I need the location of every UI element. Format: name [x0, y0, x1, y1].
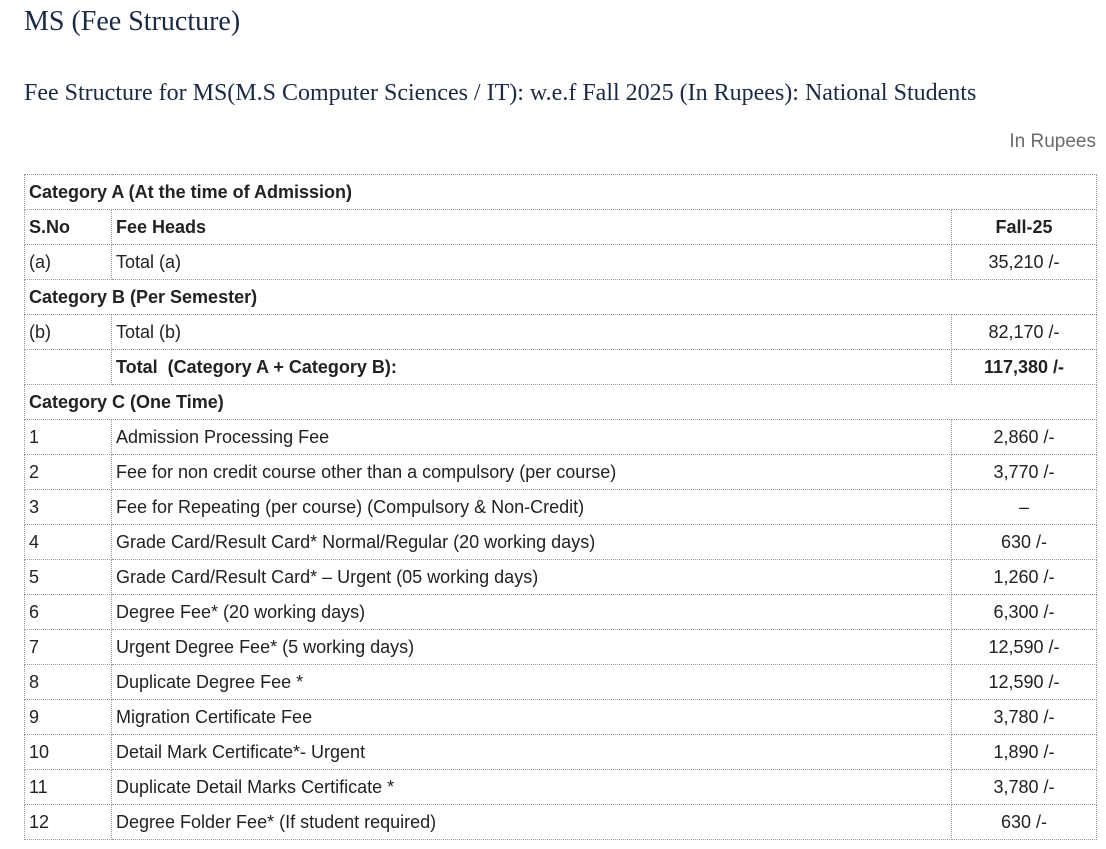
row-sno: 11	[25, 770, 112, 805]
row-amount: 6,300 /-	[952, 595, 1097, 630]
category-b-row	[25, 280, 1097, 315]
row-fee-head: Duplicate Detail Marks Certificate *	[112, 770, 952, 805]
row-sno: 2	[25, 455, 112, 490]
row-sno: 7	[25, 630, 112, 665]
row-sno: 4	[25, 525, 112, 560]
header-sno: S.No	[25, 210, 112, 245]
row-sno: 5	[25, 560, 112, 595]
row-sno: 9	[25, 700, 112, 735]
row-amount: 3,770 /-	[952, 455, 1097, 490]
row-fee-head: Detail Mark Certificate*- Urgent	[112, 735, 952, 770]
row-amount: –	[952, 490, 1097, 525]
table-row	[25, 735, 1097, 770]
row-fee-head: Grade Card/Result Card* Normal/Regular (20 working days)	[112, 525, 952, 560]
grand-total-row	[25, 350, 1097, 385]
row-amount: 12,590 /-	[952, 665, 1097, 700]
row-amount: 2,860 /-	[952, 420, 1097, 455]
total-b-row	[25, 315, 1097, 350]
category-b-label: Category B (Per Semester)	[25, 280, 1097, 315]
header-fall-25: Fall-25	[952, 210, 1097, 245]
row-fee-head: Grade Card/Result Card* – Urgent (05 working days)	[112, 560, 952, 595]
total-a-row	[25, 245, 1097, 280]
row-sno: 12	[25, 805, 112, 840]
category-a-label: Category A (At the time of Admission)	[25, 175, 1097, 210]
row-fee-head: Degree Folder Fee* (If student required)	[112, 805, 952, 840]
table-row	[25, 805, 1097, 840]
row-fee-head: Degree Fee* (20 working days)	[112, 595, 952, 630]
row-fee-head: Fee for non credit course other than a compulsory (per course)	[112, 455, 952, 490]
row-amount: 630 /-	[952, 525, 1097, 560]
table-row	[25, 595, 1097, 630]
row-sno: 1	[25, 420, 112, 455]
currency-unit-note: In Rupees	[1009, 131, 1096, 152]
row-amount: 12,590 /-	[952, 630, 1097, 665]
row-sno: 3	[25, 490, 112, 525]
row-sno: 8	[25, 665, 112, 700]
row-amount: 1,890 /-	[952, 735, 1097, 770]
table-row	[25, 630, 1097, 665]
grand-total-label: Total (Category A + Category B):	[112, 350, 952, 385]
table-row	[25, 455, 1097, 490]
fee-structure-subtitle: Fee Structure for MS(M.S Computer Sciences / IT): w.e.f Fall 2025 (In Rupees): National Students	[24, 80, 977, 106]
fee-structure-table	[24, 174, 1097, 840]
row-fee-head: Migration Certificate Fee	[112, 700, 952, 735]
row-amount: 3,780 /-	[952, 770, 1097, 805]
row-sno: (b)	[25, 315, 112, 350]
row-amount: 1,260 /-	[952, 560, 1097, 595]
category-c-row	[25, 385, 1097, 420]
row-fee-head: Total (b)	[112, 315, 952, 350]
grand-total-amount: 117,380 /-	[952, 350, 1097, 385]
table-row	[25, 560, 1097, 595]
row-amount: 82,170 /-	[952, 315, 1097, 350]
row-sno: (a)	[25, 245, 112, 280]
row-fee-head: Total (a)	[112, 245, 952, 280]
category-c-label: Category C (One Time)	[25, 385, 1097, 420]
row-fee-head: Duplicate Degree Fee *	[112, 665, 952, 700]
fee-table-body	[25, 175, 1097, 840]
category-a-row	[25, 175, 1097, 210]
row-fee-head: Admission Processing Fee	[112, 420, 952, 455]
row-amount: 630 /-	[952, 805, 1097, 840]
table-row	[25, 490, 1097, 525]
table-row	[25, 700, 1097, 735]
row-fee-head: Fee for Repeating (per course) (Compulsory & Non-Credit)	[112, 490, 952, 525]
row-sno: 10	[25, 735, 112, 770]
table-row	[25, 665, 1097, 700]
table-row	[25, 420, 1097, 455]
table-row	[25, 770, 1097, 805]
grand-total-sno	[25, 350, 112, 385]
row-amount: 35,210 /-	[952, 245, 1097, 280]
table-header-row	[25, 210, 1097, 245]
page-title: MS (Fee Structure)	[24, 6, 241, 37]
row-sno: 6	[25, 595, 112, 630]
header-fee-heads: Fee Heads	[112, 210, 952, 245]
table-row	[25, 525, 1097, 560]
row-fee-head: Urgent Degree Fee* (5 working days)	[112, 630, 952, 665]
row-amount: 3,780 /-	[952, 700, 1097, 735]
